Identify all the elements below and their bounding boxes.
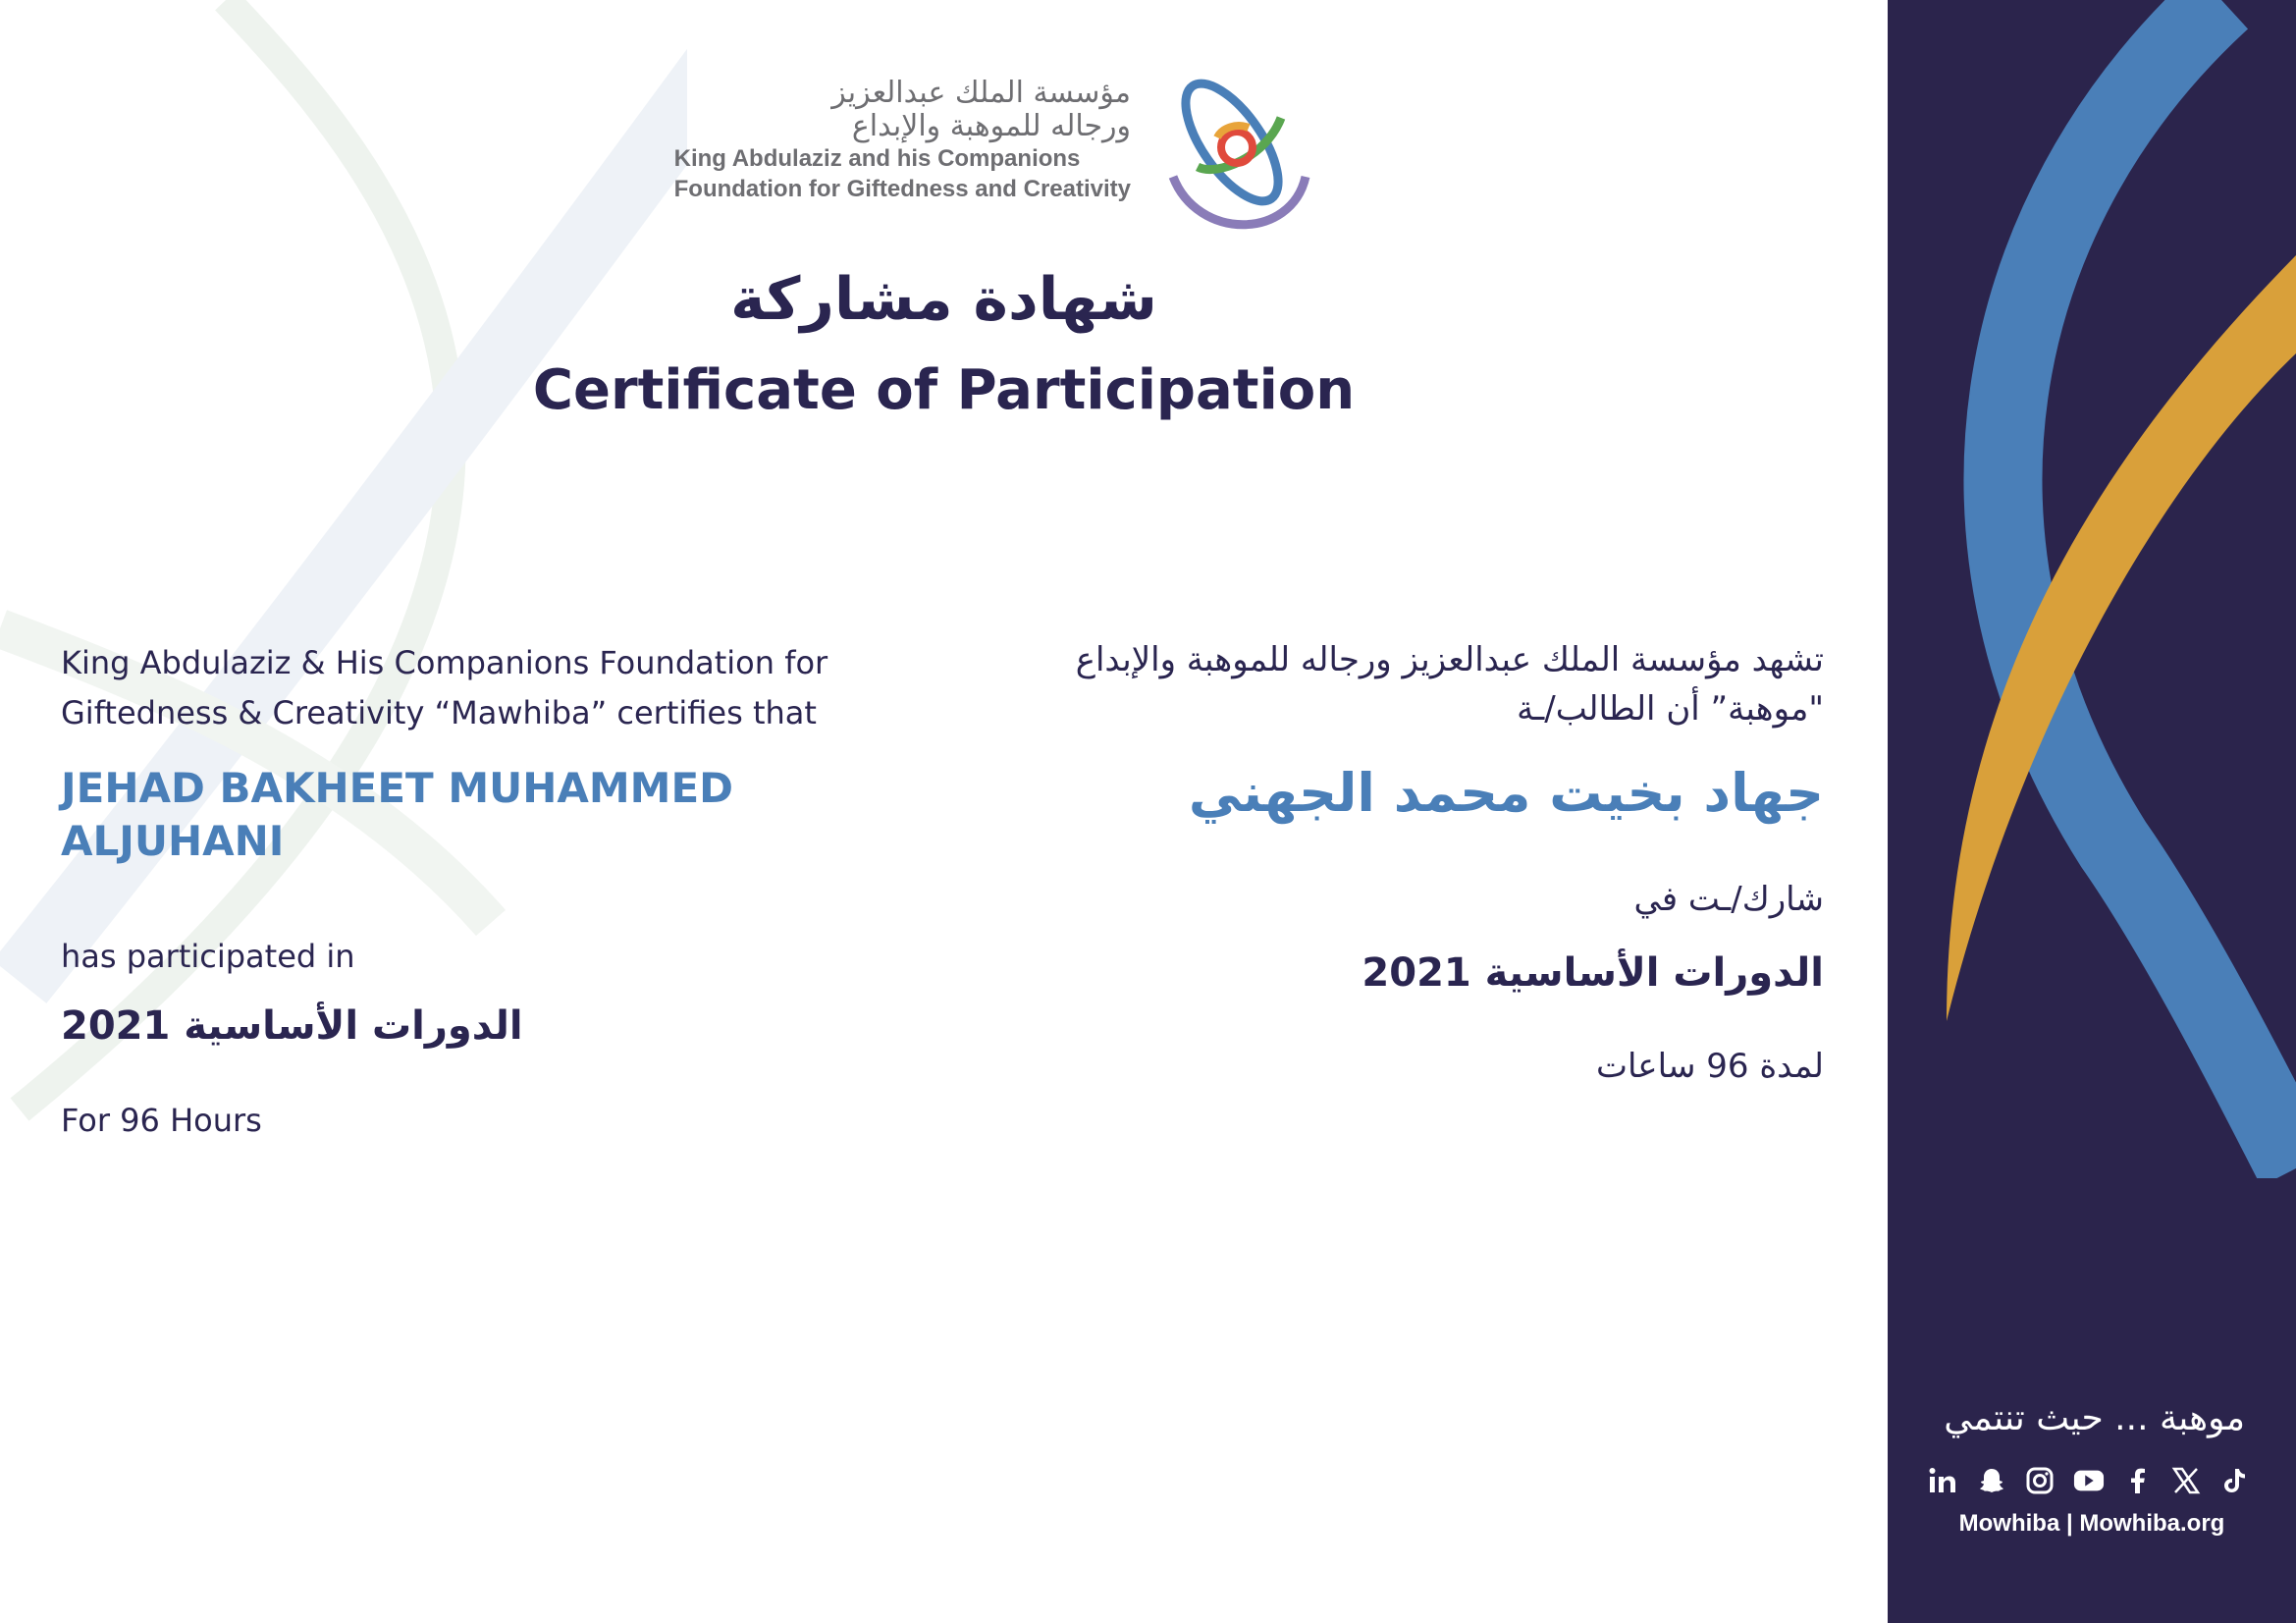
certificate-title-arabic: شهادة مشاركة <box>730 265 1157 334</box>
arabic-intro-line2: "موهبة” أن الطالب/ـة <box>1517 689 1824 729</box>
logo-text <box>674 77 1131 204</box>
logo-arabic-line2: ورجاله للموهبة والإبداع <box>851 109 1131 143</box>
facebook-icon[interactable] <box>2122 1465 2154 1496</box>
logo-arabic-line1: مؤسسة الملك عبدالعزيز <box>831 76 1131 110</box>
duration-arabic: لمدة 96 ساعات <box>1595 1047 1824 1086</box>
x-icon[interactable] <box>2170 1465 2202 1496</box>
logo-english-line1: King Abdulaziz and his Companions <box>673 145 1081 172</box>
instagram-icon[interactable] <box>2024 1465 2056 1496</box>
background-swoosh <box>0 0 687 1178</box>
english-intro <box>61 638 944 738</box>
tagline: موهبة ... حيث تنتمي <box>1944 1398 2245 1438</box>
english-intro-line1: King Abdulaziz & His Companions Foundation for <box>61 644 828 681</box>
social-icons <box>1927 1465 2251 1496</box>
recipient-name-english: JEHAD BAKHEET MUHAMMED ALJUHANI <box>61 764 734 865</box>
tiktok-icon[interactable] <box>2219 1465 2251 1496</box>
foundation-logo <box>648 59 1315 245</box>
recipient-name-arabic: جهاد بخيت محمد الجهني <box>1188 762 1824 824</box>
youtube-icon[interactable] <box>2073 1465 2105 1496</box>
participated-label-english: has participated in <box>61 938 355 975</box>
arabic-intro-line1: تشهد مؤسسة الملك عبدالعزيز ورجاله للموهبة والإبداع <box>1075 640 1824 679</box>
sidebar-panel <box>1888 0 2296 1623</box>
participated-label-arabic: شارك/ـت في <box>1633 880 1824 919</box>
english-intro-line2: Giftedness & Creativity “Mawhiba” certifies that <box>61 694 817 731</box>
linkedin-icon[interactable] <box>1927 1465 1958 1496</box>
duration-english: For 96 Hours <box>61 1102 262 1139</box>
course-name-english-column: الدورات الأساسية 2021 <box>61 1003 523 1049</box>
snapchat-icon[interactable] <box>1976 1465 2007 1496</box>
foundation-emblem-icon <box>1158 59 1315 241</box>
website-link[interactable]: Mowhiba | Mowhiba.org <box>1958 1510 2225 1537</box>
logo-english-line2: Foundation for Giftedness and Creativity <box>673 176 1131 202</box>
decorative-arcs <box>1888 0 2296 1178</box>
certificate-title-english: Certificate of Participation <box>532 358 1356 422</box>
course-name-arabic-column: الدورات الأساسية 2021 <box>1362 950 1824 996</box>
